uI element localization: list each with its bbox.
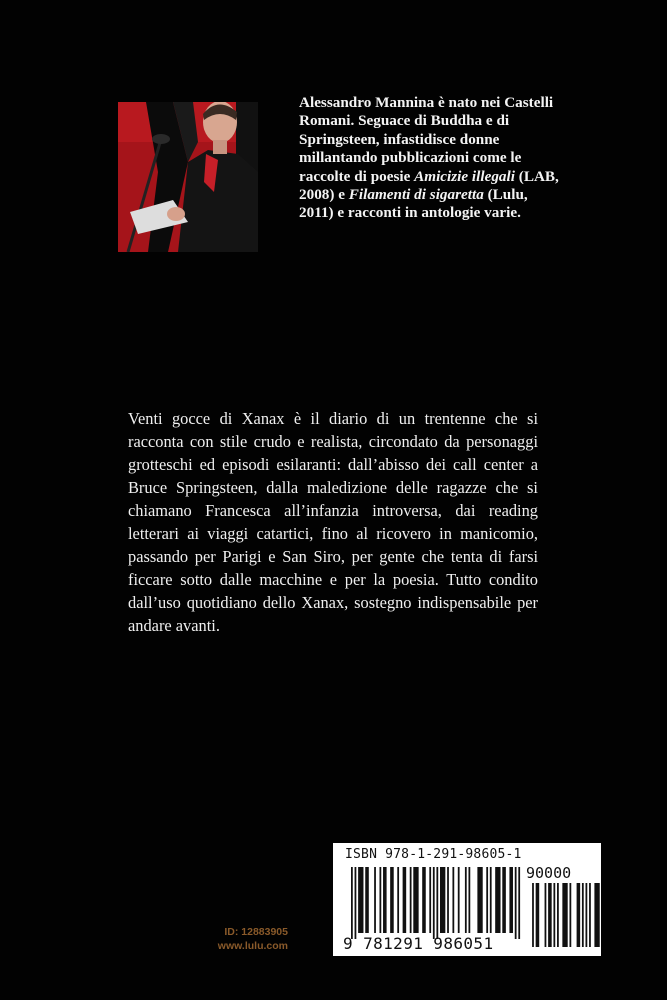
barcode-bar bbox=[490, 867, 492, 933]
bio-title-amicizie: Amicizie illegali bbox=[414, 167, 515, 185]
bio-text-3: (Lulu, 2011) e racconti in antologie varie. bbox=[299, 186, 528, 222]
barcode-bar bbox=[518, 867, 520, 939]
publisher-info bbox=[206, 925, 288, 953]
barcode-bar bbox=[351, 867, 353, 939]
barcode-bar bbox=[447, 867, 449, 933]
addon-bar bbox=[532, 883, 534, 947]
barcode-bar bbox=[410, 867, 412, 933]
barcode-bar bbox=[365, 867, 369, 933]
barcode-bar bbox=[422, 867, 426, 933]
addon-bar bbox=[589, 883, 591, 947]
addon-bar bbox=[553, 883, 555, 947]
barcode-bar bbox=[509, 867, 513, 933]
isbn-label: ISBN 978-1-291-98605-1 bbox=[345, 847, 522, 862]
addon-bar bbox=[557, 883, 559, 947]
barcode-bar bbox=[397, 867, 399, 933]
addon-bar bbox=[582, 883, 584, 947]
barcode-bar bbox=[413, 867, 418, 933]
barcode-bar bbox=[486, 867, 488, 933]
barcode-bar bbox=[379, 867, 381, 933]
addon-bar bbox=[586, 883, 588, 947]
barcode-bar bbox=[458, 867, 460, 933]
author-photo-icon bbox=[118, 102, 258, 252]
bio-text-1: Alessandro Mannina è nato nei Castelli Romani. Seguace di Buddha e di Springsteen, infastidisce donne millantando pubblicazioni come le raccolte di poesie bbox=[299, 94, 554, 185]
publisher-id: ID: 12883905 bbox=[224, 926, 288, 938]
barcode-bar bbox=[502, 867, 506, 933]
barcode-bar bbox=[477, 867, 482, 933]
addon-bar bbox=[536, 883, 540, 947]
publisher-url: www.lulu.com bbox=[217, 940, 288, 952]
addon-bar bbox=[545, 883, 547, 947]
barcode-bar bbox=[374, 867, 376, 933]
addon-digits: 90000 bbox=[526, 864, 572, 882]
barcode-bar bbox=[358, 867, 363, 933]
addon-bar bbox=[562, 883, 567, 947]
barcode-bar bbox=[515, 867, 517, 939]
bio-title-filamenti: Filamenti di sigaretta bbox=[348, 186, 484, 204]
barcode-bar bbox=[383, 867, 387, 933]
addon-bar bbox=[577, 883, 581, 947]
barcode-bar bbox=[468, 867, 470, 933]
book-synopsis: Venti gocce di Xanax è il diario di un trentenne che si racconta con stile crudo e realista, circondato da personaggi grotteschi ed episodi esilaranti: dall’abisso dei call center a Bruce Springsteen, dalla maledizione delle ragazze che si chiamano Francesca all’infanzia introversa, dai reading letterari ai viaggi catartici, fino al ricovero in manicomio, passando per Parigi e San Siro, per gente che tenta di farsi ficcare sotto dalle macchine e per la poesia. Tutto condito dall’uso quotidiano dello Xanax, sostegno indispensabile per andare avanti. bbox=[128, 409, 538, 635]
barcode-bar bbox=[390, 867, 394, 933]
barcode-bar bbox=[495, 867, 500, 933]
author-bio bbox=[299, 94, 564, 223]
barcode-bar bbox=[429, 867, 431, 933]
isbn-barcode bbox=[333, 843, 601, 956]
bio-text-2: (LAB, 2008) e bbox=[299, 167, 559, 204]
addon-bar bbox=[548, 883, 552, 947]
barcode-bar bbox=[436, 867, 438, 939]
ean-digits: 9 781291 986051 bbox=[343, 934, 494, 953]
author-photo bbox=[118, 102, 258, 252]
addon-bar bbox=[569, 883, 571, 947]
barcode-bar bbox=[465, 867, 467, 933]
barcode-bar bbox=[433, 867, 435, 939]
barcode-bar bbox=[355, 867, 357, 939]
barcode-bar bbox=[440, 867, 445, 933]
barcode-bar bbox=[452, 867, 454, 933]
barcode-bar bbox=[403, 867, 407, 933]
addon-bar bbox=[594, 883, 599, 947]
